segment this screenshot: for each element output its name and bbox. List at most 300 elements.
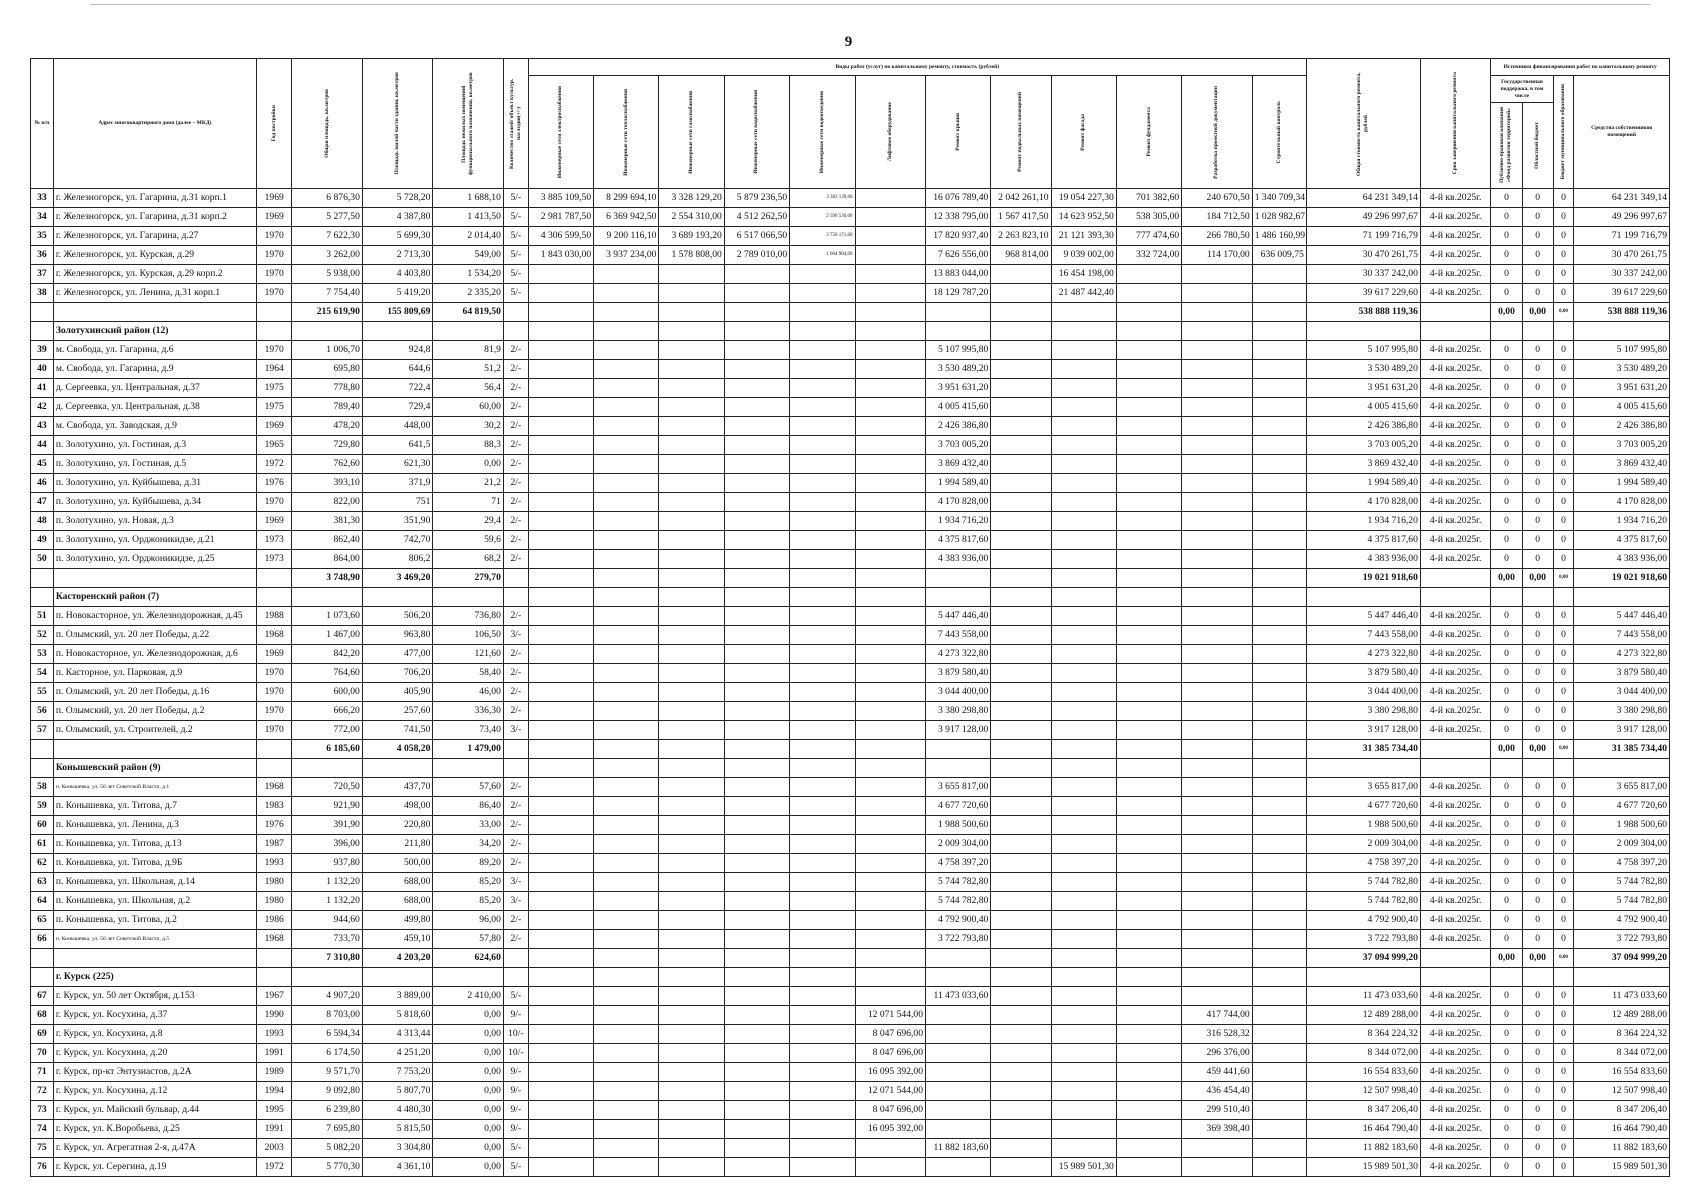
roof-cost-cell: 5 744 782,80 bbox=[926, 873, 991, 892]
living-area-cell: 644,6 bbox=[362, 360, 433, 379]
roof-cost-cell bbox=[926, 1158, 991, 1177]
living-area-cell: 499,80 bbox=[362, 911, 433, 930]
design-cost-cell bbox=[1182, 588, 1253, 607]
year-cell: 1972 bbox=[257, 1158, 292, 1177]
total-area-cell: 772,00 bbox=[292, 721, 363, 740]
elevator-cost-cell bbox=[855, 816, 926, 835]
design-cost-cell bbox=[1182, 816, 1253, 835]
facade-cost-cell: 21 121 393,30 bbox=[1051, 227, 1116, 246]
hdr-work-foundation: Ремонт фундамента bbox=[1116, 76, 1181, 189]
elevator-cost-cell bbox=[855, 531, 926, 550]
year-cell: 1969 bbox=[257, 189, 292, 208]
elevator-cost-cell bbox=[855, 189, 926, 208]
total-cost-cell: 5 107 995,80 bbox=[1306, 341, 1420, 360]
gas-cost-cell bbox=[659, 360, 724, 379]
address-cell: п. Касторное, ул. Парковая, д.9 bbox=[53, 664, 256, 683]
basement-cost-cell bbox=[991, 303, 1051, 322]
design-cost-cell bbox=[1182, 474, 1253, 493]
address-cell: г. Курск, ул. Косухина, д.12 bbox=[53, 1082, 256, 1101]
water-cost-cell bbox=[724, 360, 789, 379]
facade-cost-cell bbox=[1051, 341, 1116, 360]
fund-source-cell: 0 bbox=[1491, 645, 1522, 664]
design-cost-cell: 296 376,00 bbox=[1182, 1044, 1253, 1063]
fund-source-cell: 0 bbox=[1491, 1139, 1522, 1158]
gas-cost-cell bbox=[659, 436, 724, 455]
design-cost-cell bbox=[1182, 569, 1253, 588]
floors-cell: 3/- bbox=[503, 892, 528, 911]
regional-source-cell: 0 bbox=[1522, 227, 1553, 246]
gas-cost-cell bbox=[659, 512, 724, 531]
year-cell: 1970 bbox=[257, 493, 292, 512]
living-area-cell: 2 713,30 bbox=[362, 246, 433, 265]
roof-cost-cell: 11 473 033,60 bbox=[926, 987, 991, 1006]
address-cell: м. Свобода, ул. Гагарина, д.6 bbox=[53, 341, 256, 360]
table-body bbox=[31, 189, 1670, 1177]
design-cost-cell: 369 398,40 bbox=[1182, 1120, 1253, 1139]
design-cost-cell bbox=[1182, 987, 1253, 1006]
design-cost-cell: 114 170,00 bbox=[1182, 246, 1253, 265]
address-cell: г. Железногорск, ул. Гагарина, д.31 корп.1 bbox=[53, 189, 256, 208]
control-cost-cell bbox=[1252, 816, 1306, 835]
municipal-source-cell: 0 bbox=[1553, 797, 1574, 816]
living-area-cell: 371,9 bbox=[362, 474, 433, 493]
regional-source-cell: 0 bbox=[1522, 436, 1553, 455]
row-number: 70 bbox=[31, 1044, 54, 1063]
roof-cost-cell: 7 626 556,00 bbox=[926, 246, 991, 265]
basement-cost-cell bbox=[991, 930, 1051, 949]
nonres-area-cell: 30,2 bbox=[433, 417, 504, 436]
floors-cell: 2/- bbox=[503, 398, 528, 417]
hdr-work-water: Инженерные сети водоснабжения bbox=[724, 76, 789, 189]
deadline-cell: 4-й кв.2025г. bbox=[1420, 797, 1491, 816]
facade-cost-cell bbox=[1051, 1044, 1116, 1063]
facade-cost-cell: 21 487 442,40 bbox=[1051, 284, 1116, 303]
owners-source-cell: 19 021 918,60 bbox=[1574, 569, 1670, 588]
control-cost-cell bbox=[1252, 911, 1306, 930]
control-cost-cell bbox=[1252, 987, 1306, 1006]
facade-cost-cell bbox=[1051, 1101, 1116, 1120]
gas-cost-cell bbox=[659, 987, 724, 1006]
electric-cost-cell bbox=[528, 474, 593, 493]
row-number: 75 bbox=[31, 1139, 54, 1158]
nonres-area-cell: 89,20 bbox=[433, 854, 504, 873]
roof-cost-cell: 2 426 386,80 bbox=[926, 417, 991, 436]
fund-source-cell: 0 bbox=[1491, 208, 1522, 227]
gas-cost-cell: 1 578 808,00 bbox=[659, 246, 724, 265]
owners-source-cell: 1 988 500,60 bbox=[1574, 816, 1670, 835]
table-row bbox=[31, 1063, 1670, 1082]
nonres-area-cell: 0,00 bbox=[433, 1120, 504, 1139]
roof-cost-cell: 5 744 782,80 bbox=[926, 892, 991, 911]
total-cost-cell: 538 888 119,36 bbox=[1306, 303, 1420, 322]
water-cost-cell bbox=[724, 512, 789, 531]
owners-source-cell: 4 758 397,20 bbox=[1574, 854, 1670, 873]
gas-cost-cell bbox=[659, 854, 724, 873]
foundation-cost-cell bbox=[1116, 284, 1181, 303]
total-area-cell bbox=[292, 588, 363, 607]
nonres-area-cell: 0,00 bbox=[433, 455, 504, 474]
elevator-cost-cell bbox=[855, 417, 926, 436]
deadline-cell bbox=[1420, 588, 1491, 607]
year-cell: 1970 bbox=[257, 284, 292, 303]
district-name: Золотухинский район (12) bbox=[53, 322, 256, 341]
basement-cost-cell bbox=[991, 1063, 1051, 1082]
sewer-cost-cell bbox=[790, 398, 855, 417]
fund-source-cell: 0 bbox=[1491, 284, 1522, 303]
gas-cost-cell bbox=[659, 892, 724, 911]
sewer-cost-cell bbox=[790, 303, 855, 322]
electric-cost-cell bbox=[528, 455, 593, 474]
design-cost-cell: 299 510,40 bbox=[1182, 1101, 1253, 1120]
municipal-source-cell: 0 bbox=[1553, 436, 1574, 455]
deadline-cell: 4-й кв.2025г. bbox=[1420, 379, 1491, 398]
facade-cost-cell bbox=[1051, 1006, 1116, 1025]
foundation-cost-cell: 538 305,00 bbox=[1116, 208, 1181, 227]
row-number: 33 bbox=[31, 189, 54, 208]
heat-cost-cell bbox=[594, 721, 659, 740]
electric-cost-cell bbox=[528, 835, 593, 854]
basement-cost-cell bbox=[991, 1044, 1051, 1063]
deadline-cell: 4-й кв.2025г. bbox=[1420, 1044, 1491, 1063]
total-cost-cell: 11 882 183,60 bbox=[1306, 1139, 1420, 1158]
roof-cost-cell: 4 792 900,40 bbox=[926, 911, 991, 930]
total-area-cell: 1 132,20 bbox=[292, 873, 363, 892]
row-number: 58 bbox=[31, 778, 54, 797]
hdr-state-support: Государственная поддержка, в том числе bbox=[1491, 76, 1553, 103]
roof-cost-cell: 4 273 322,80 bbox=[926, 645, 991, 664]
electric-cost-cell bbox=[528, 1025, 593, 1044]
total-area-cell: 6 239,80 bbox=[292, 1101, 363, 1120]
owners-source-cell: 12 489 288,00 bbox=[1574, 1006, 1670, 1025]
design-cost-cell bbox=[1182, 645, 1253, 664]
living-area-cell: 806,2 bbox=[362, 550, 433, 569]
roof-cost-cell bbox=[926, 740, 991, 759]
electric-cost-cell bbox=[528, 664, 593, 683]
regional-source-cell: 0 bbox=[1522, 379, 1553, 398]
living-area-cell: 722,4 bbox=[362, 379, 433, 398]
subtotal-row bbox=[31, 949, 1670, 968]
hdr-src-municipal: Бюджет муниципального образования bbox=[1553, 76, 1574, 189]
living-area-cell: 7 753,20 bbox=[362, 1063, 433, 1082]
regional-source-cell: 0 bbox=[1522, 398, 1553, 417]
row-number: 50 bbox=[31, 550, 54, 569]
nonres-area-cell: 549,00 bbox=[433, 246, 504, 265]
year-cell: 1970 bbox=[257, 683, 292, 702]
roof-cost-cell: 3 917 128,00 bbox=[926, 721, 991, 740]
water-cost-cell bbox=[724, 683, 789, 702]
roof-cost-cell bbox=[926, 588, 991, 607]
nonres-area-cell: 57,80 bbox=[433, 930, 504, 949]
nonres-area-cell: 46,00 bbox=[433, 683, 504, 702]
owners-source-cell: 1 994 589,40 bbox=[1574, 474, 1670, 493]
heat-cost-cell bbox=[594, 1158, 659, 1177]
roof-cost-cell: 4 170 828,00 bbox=[926, 493, 991, 512]
control-cost-cell bbox=[1252, 1006, 1306, 1025]
gas-cost-cell: 3 689 193,20 bbox=[659, 227, 724, 246]
heat-cost-cell bbox=[594, 683, 659, 702]
row-number: 72 bbox=[31, 1082, 54, 1101]
municipal-source-cell: 0 bbox=[1553, 854, 1574, 873]
table-row bbox=[31, 702, 1670, 721]
total-area-cell: 944,60 bbox=[292, 911, 363, 930]
foundation-cost-cell bbox=[1116, 835, 1181, 854]
roof-cost-cell bbox=[926, 322, 991, 341]
elevator-cost-cell bbox=[855, 892, 926, 911]
owners-source-cell: 538 888 119,36 bbox=[1574, 303, 1670, 322]
address-cell: п. Конышевка, ул. 50 лет Советской Власти, д.1 bbox=[53, 778, 256, 797]
water-cost-cell bbox=[724, 531, 789, 550]
control-cost-cell bbox=[1252, 645, 1306, 664]
total-area-cell: 762,60 bbox=[292, 455, 363, 474]
total-area-cell: 7 695,80 bbox=[292, 1120, 363, 1139]
fund-source-cell: 0 bbox=[1491, 854, 1522, 873]
heat-cost-cell bbox=[594, 493, 659, 512]
elevator-cost-cell bbox=[855, 987, 926, 1006]
roof-cost-cell: 5 447 446,40 bbox=[926, 607, 991, 626]
sewer-cost-cell bbox=[790, 664, 855, 683]
sewer-cost-cell bbox=[790, 569, 855, 588]
fund-source-cell: 0 bbox=[1491, 455, 1522, 474]
electric-cost-cell bbox=[528, 987, 593, 1006]
elevator-cost-cell bbox=[855, 911, 926, 930]
owners-source-cell: 37 094 999,20 bbox=[1574, 949, 1670, 968]
owners-source-cell: 3 655 817,00 bbox=[1574, 778, 1670, 797]
table-row bbox=[31, 417, 1670, 436]
hdr-address: Адрес многоквартирного дома (далее – МКД) bbox=[53, 59, 256, 189]
basement-cost-cell bbox=[991, 607, 1051, 626]
total-cost-cell: 19 021 918,60 bbox=[1306, 569, 1420, 588]
total-cost-cell: 37 094 999,20 bbox=[1306, 949, 1420, 968]
roof-cost-cell: 3 530 489,20 bbox=[926, 360, 991, 379]
table-row bbox=[31, 189, 1670, 208]
heat-cost-cell bbox=[594, 588, 659, 607]
control-cost-cell bbox=[1252, 854, 1306, 873]
sewer-cost-cell bbox=[790, 968, 855, 987]
electric-cost-cell: 1 843 030,00 bbox=[528, 246, 593, 265]
hdr-nonres-area: Площадь нежилых помещений функционального назначения, кв.метров bbox=[433, 59, 504, 189]
control-cost-cell bbox=[1252, 550, 1306, 569]
deadline-cell: 4-й кв.2025г. bbox=[1420, 626, 1491, 645]
floors-cell: 2/- bbox=[503, 341, 528, 360]
total-cost-cell: 8 347 206,40 bbox=[1306, 1101, 1420, 1120]
address-cell: д. Сергеевка, ул. Центральная, д.38 bbox=[53, 398, 256, 417]
water-cost-cell bbox=[724, 493, 789, 512]
nonres-area-cell: 73,40 bbox=[433, 721, 504, 740]
design-cost-cell bbox=[1182, 360, 1253, 379]
hdr-src-fund: Публично-правовая компания «Фонд развития территорий» bbox=[1491, 103, 1522, 189]
row-number: 66 bbox=[31, 930, 54, 949]
year-cell: 1986 bbox=[257, 911, 292, 930]
floors-cell bbox=[503, 968, 528, 987]
floors-cell: 2/- bbox=[503, 930, 528, 949]
foundation-cost-cell bbox=[1116, 398, 1181, 417]
gas-cost-cell: 3 328 129,20 bbox=[659, 189, 724, 208]
municipal-source-cell: 0 bbox=[1553, 341, 1574, 360]
total-cost-cell: 3 655 817,00 bbox=[1306, 778, 1420, 797]
table-row bbox=[31, 436, 1670, 455]
sewer-cost-cell bbox=[790, 1101, 855, 1120]
deadline-cell: 4-й кв.2025г. bbox=[1420, 607, 1491, 626]
roof-cost-cell: 3 703 005,20 bbox=[926, 436, 991, 455]
electric-cost-cell bbox=[528, 607, 593, 626]
water-cost-cell bbox=[724, 892, 789, 911]
year-cell: 1994 bbox=[257, 1082, 292, 1101]
foundation-cost-cell bbox=[1116, 664, 1181, 683]
total-cost-cell: 3 380 298,80 bbox=[1306, 702, 1420, 721]
facade-cost-cell: 9 039 002,00 bbox=[1051, 246, 1116, 265]
municipal-source-cell bbox=[1553, 968, 1574, 987]
regional-source-cell: 0 bbox=[1522, 1063, 1553, 1082]
table-row bbox=[31, 246, 1670, 265]
electric-cost-cell bbox=[528, 1101, 593, 1120]
living-area-cell: 4 313,44 bbox=[362, 1025, 433, 1044]
sewer-cost-cell bbox=[790, 607, 855, 626]
basement-cost-cell bbox=[991, 740, 1051, 759]
total-cost-cell: 15 989 501,30 bbox=[1306, 1158, 1420, 1177]
total-area-cell: 1 006,70 bbox=[292, 341, 363, 360]
year-cell: 1969 bbox=[257, 417, 292, 436]
municipal-source-cell: 0 bbox=[1553, 417, 1574, 436]
total-area-cell: 393,10 bbox=[292, 474, 363, 493]
elevator-cost-cell: 8 047 696,00 bbox=[855, 1044, 926, 1063]
total-area-cell: 1 073,60 bbox=[292, 607, 363, 626]
elevator-cost-cell bbox=[855, 360, 926, 379]
water-cost-cell bbox=[724, 455, 789, 474]
deadline-cell: 4-й кв.2025г. bbox=[1420, 664, 1491, 683]
nonres-area-cell: 0,00 bbox=[433, 1063, 504, 1082]
floors-cell: 5/- bbox=[503, 246, 528, 265]
district-row bbox=[31, 759, 1670, 778]
table-row bbox=[31, 987, 1670, 1006]
owners-source-cell: 11 882 183,60 bbox=[1574, 1139, 1670, 1158]
foundation-cost-cell bbox=[1116, 474, 1181, 493]
table-row bbox=[31, 265, 1670, 284]
water-cost-cell bbox=[724, 816, 789, 835]
foundation-cost-cell bbox=[1116, 436, 1181, 455]
table-row bbox=[31, 835, 1670, 854]
design-cost-cell bbox=[1182, 398, 1253, 417]
design-cost-cell bbox=[1182, 493, 1253, 512]
regional-source-cell: 0 bbox=[1522, 1025, 1553, 1044]
water-cost-cell bbox=[724, 1082, 789, 1101]
municipal-source-cell: 0 bbox=[1553, 892, 1574, 911]
deadline-cell: 4-й кв.2025г. bbox=[1420, 1063, 1491, 1082]
nonres-area-cell: 1 534,20 bbox=[433, 265, 504, 284]
total-cost-cell: 4 170 828,00 bbox=[1306, 493, 1420, 512]
year-cell: 1967 bbox=[257, 987, 292, 1006]
heat-cost-cell bbox=[594, 778, 659, 797]
hdr-floors: Количество этажей/ объект культур. наследия(+/-) bbox=[503, 59, 528, 189]
foundation-cost-cell bbox=[1116, 873, 1181, 892]
electric-cost-cell bbox=[528, 1063, 593, 1082]
total-cost-cell: 64 231 349,14 bbox=[1306, 189, 1420, 208]
electric-cost-cell bbox=[528, 740, 593, 759]
facade-cost-cell bbox=[1051, 987, 1116, 1006]
elevator-cost-cell bbox=[855, 721, 926, 740]
living-area-cell: 498,00 bbox=[362, 797, 433, 816]
sewer-cost-cell bbox=[790, 1006, 855, 1025]
hdr-work-basement: Ремонт подвальных помещений bbox=[991, 76, 1051, 189]
electric-cost-cell bbox=[528, 1082, 593, 1101]
facade-cost-cell bbox=[1051, 778, 1116, 797]
sewer-cost-cell bbox=[790, 341, 855, 360]
gas-cost-cell bbox=[659, 1158, 724, 1177]
floors-cell bbox=[503, 588, 528, 607]
control-cost-cell bbox=[1252, 1158, 1306, 1177]
living-area-cell: 257,60 bbox=[362, 702, 433, 721]
basement-cost-cell bbox=[991, 721, 1051, 740]
basement-cost-cell bbox=[991, 360, 1051, 379]
elevator-cost-cell bbox=[855, 683, 926, 702]
water-cost-cell bbox=[724, 930, 789, 949]
fund-source-cell: 0 bbox=[1491, 702, 1522, 721]
hdr-work-control: Строительный контроль bbox=[1252, 76, 1306, 189]
control-cost-cell bbox=[1252, 683, 1306, 702]
water-cost-cell bbox=[724, 645, 789, 664]
heat-cost-cell bbox=[594, 645, 659, 664]
living-area-cell: 741,50 bbox=[362, 721, 433, 740]
heat-cost-cell bbox=[594, 360, 659, 379]
floors-cell: 2/- bbox=[503, 778, 528, 797]
design-cost-cell bbox=[1182, 341, 1253, 360]
nonres-area-cell: 21,2 bbox=[433, 474, 504, 493]
foundation-cost-cell bbox=[1116, 493, 1181, 512]
foundation-cost-cell bbox=[1116, 740, 1181, 759]
municipal-source-cell: 0 bbox=[1553, 550, 1574, 569]
table-row bbox=[31, 873, 1670, 892]
roof-cost-cell: 3 044 400,00 bbox=[926, 683, 991, 702]
water-cost-cell: 6 517 066,50 bbox=[724, 227, 789, 246]
electric-cost-cell bbox=[528, 645, 593, 664]
water-cost-cell bbox=[724, 778, 789, 797]
nonres-area-cell: 279,70 bbox=[433, 569, 504, 588]
table-row bbox=[31, 398, 1670, 417]
owners-source-cell: 4 677 720,60 bbox=[1574, 797, 1670, 816]
regional-source-cell: 0 bbox=[1522, 873, 1553, 892]
owners-source-cell: 4 005 415,60 bbox=[1574, 398, 1670, 417]
sewer-cost-cell bbox=[790, 360, 855, 379]
facade-cost-cell bbox=[1051, 493, 1116, 512]
water-cost-cell bbox=[724, 1063, 789, 1082]
sewer-cost-cell: 3 383 139,60 bbox=[790, 189, 855, 208]
water-cost-cell bbox=[724, 1044, 789, 1063]
electric-cost-cell: 4 306 599,50 bbox=[528, 227, 593, 246]
row-number bbox=[31, 740, 54, 759]
fund-source-cell: 0 bbox=[1491, 512, 1522, 531]
nonres-area-cell: 2 335,20 bbox=[433, 284, 504, 303]
floors-cell: 2/- bbox=[503, 474, 528, 493]
design-cost-cell bbox=[1182, 721, 1253, 740]
municipal-source-cell: 0 bbox=[1553, 227, 1574, 246]
municipal-source-cell: 0 bbox=[1553, 835, 1574, 854]
fund-source-cell: 0,00 bbox=[1491, 949, 1522, 968]
nonres-area-cell: 624,60 bbox=[433, 949, 504, 968]
gas-cost-cell bbox=[659, 778, 724, 797]
foundation-cost-cell bbox=[1116, 1082, 1181, 1101]
control-cost-cell bbox=[1252, 436, 1306, 455]
regional-source-cell bbox=[1522, 759, 1553, 778]
design-cost-cell bbox=[1182, 949, 1253, 968]
total-cost-cell: 30 337 242,00 bbox=[1306, 265, 1420, 284]
total-cost-cell: 16 464 790,40 bbox=[1306, 1120, 1420, 1139]
water-cost-cell bbox=[724, 417, 789, 436]
living-area-cell: 621,30 bbox=[362, 455, 433, 474]
floors-cell: 2/- bbox=[503, 379, 528, 398]
sewer-cost-cell bbox=[790, 911, 855, 930]
control-cost-cell bbox=[1252, 1101, 1306, 1120]
year-cell: 1964 bbox=[257, 360, 292, 379]
regional-source-cell: 0 bbox=[1522, 1158, 1553, 1177]
